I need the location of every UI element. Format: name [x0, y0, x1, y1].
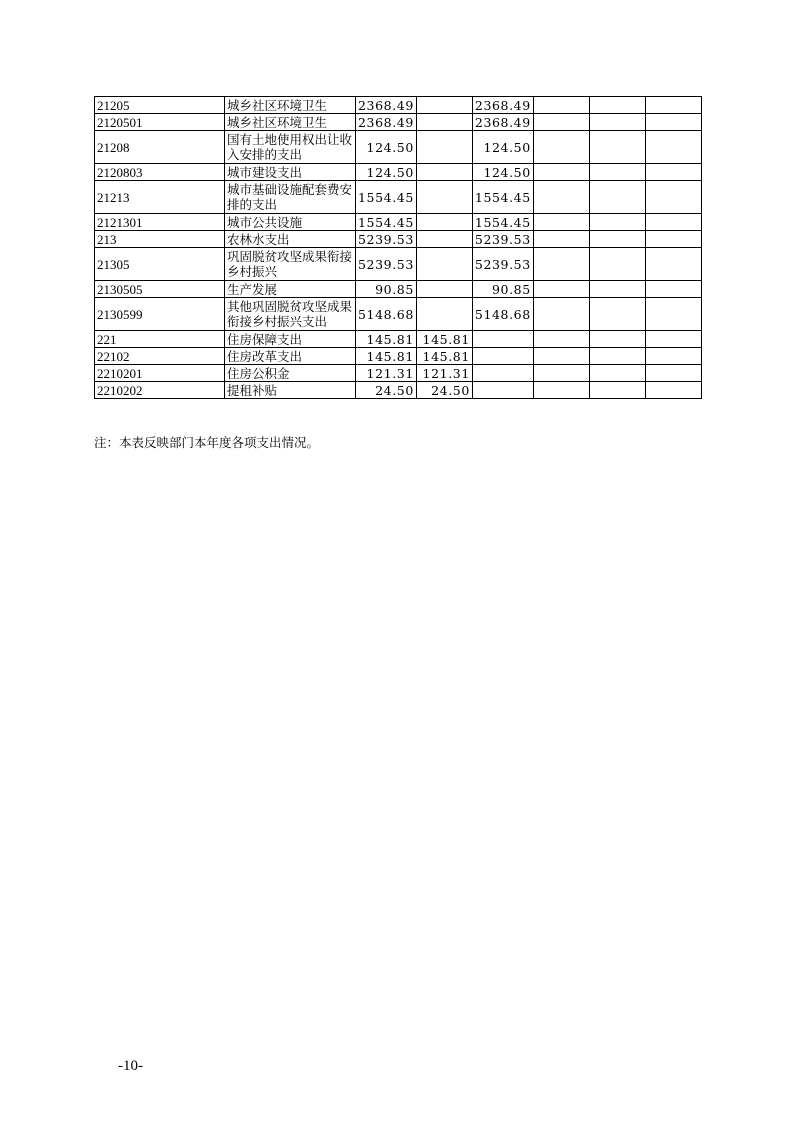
project-expense: 5239.53	[472, 248, 533, 281]
total-amount: 145.81	[356, 348, 417, 365]
total-amount: 1554.45	[356, 181, 417, 214]
blank-cell	[645, 248, 701, 281]
table-row	[95, 97, 702, 114]
subject-code: 21305	[95, 248, 225, 281]
blank-cell	[645, 281, 701, 298]
basic-expense	[416, 248, 472, 281]
total-amount: 2368.49	[356, 97, 417, 114]
project-expense: 5148.68	[472, 298, 533, 331]
subject-code: 2210201	[95, 365, 225, 382]
subject-code: 21213	[95, 181, 225, 214]
subject-name: 城市基础设施配套费安排的支出	[225, 181, 356, 214]
subject-name: 生产发展	[225, 281, 356, 298]
blank-cell	[533, 365, 589, 382]
basic-expense: 24.50	[416, 382, 472, 399]
blank-cell	[589, 365, 645, 382]
table-row	[95, 331, 702, 348]
blank-cell	[589, 131, 645, 164]
subject-name: 提租补贴	[225, 382, 356, 399]
basic-expense	[416, 131, 472, 164]
subject-code: 2120803	[95, 164, 225, 181]
subject-name: 住房保障支出	[225, 331, 356, 348]
subject-name: 住房改革支出	[225, 348, 356, 365]
blank-cell	[645, 214, 701, 231]
blank-cell	[589, 298, 645, 331]
blank-cell	[589, 97, 645, 114]
table-row	[95, 281, 702, 298]
table-row	[95, 382, 702, 399]
blank-cell	[589, 181, 645, 214]
expenditure-table	[94, 96, 702, 399]
project-expense	[472, 348, 533, 365]
project-expense	[472, 331, 533, 348]
total-amount: 145.81	[356, 331, 417, 348]
blank-cell	[645, 114, 701, 131]
subject-name: 城乡社区环境卫生	[225, 114, 356, 131]
subject-code: 22102	[95, 348, 225, 365]
blank-cell	[645, 231, 701, 248]
blank-cell	[645, 97, 701, 114]
blank-cell	[533, 231, 589, 248]
total-amount: 121.31	[356, 365, 417, 382]
blank-cell	[533, 331, 589, 348]
project-expense: 1554.45	[472, 214, 533, 231]
subject-name: 城乡社区环境卫生	[225, 97, 356, 114]
subject-code: 2130599	[95, 298, 225, 331]
blank-cell	[589, 331, 645, 348]
blank-cell	[533, 97, 589, 114]
table-row	[95, 181, 702, 214]
total-amount: 24.50	[356, 382, 417, 399]
blank-cell	[533, 348, 589, 365]
project-expense: 2368.49	[472, 97, 533, 114]
subject-code: 21208	[95, 131, 225, 164]
subject-name: 巩固脱贫攻坚成果衔接乡村振兴	[225, 248, 356, 281]
blank-cell	[589, 382, 645, 399]
blank-cell	[533, 298, 589, 331]
table-row	[95, 114, 702, 131]
basic-expense	[416, 231, 472, 248]
table-row	[95, 348, 702, 365]
basic-expense: 145.81	[416, 331, 472, 348]
project-expense	[472, 365, 533, 382]
table-footnote: 注：本表反映部门本年度各项支出情况。	[94, 435, 320, 450]
blank-cell	[645, 164, 701, 181]
blank-cell	[533, 382, 589, 399]
table-row	[95, 214, 702, 231]
blank-cell	[533, 248, 589, 281]
blank-cell	[645, 131, 701, 164]
blank-cell	[589, 214, 645, 231]
blank-cell	[589, 164, 645, 181]
basic-expense: 121.31	[416, 365, 472, 382]
subject-code: 2120501	[95, 114, 225, 131]
blank-cell	[589, 231, 645, 248]
subject-name: 其他巩固脱贫攻坚成果衔接乡村振兴支出	[225, 298, 356, 331]
basic-expense: 145.81	[416, 348, 472, 365]
subject-name: 城市公共设施	[225, 214, 356, 231]
total-amount: 5239.53	[356, 231, 417, 248]
blank-cell	[533, 214, 589, 231]
table-row	[95, 131, 702, 164]
blank-cell	[533, 281, 589, 298]
blank-cell	[533, 164, 589, 181]
blank-cell	[533, 131, 589, 164]
subject-name: 农林水支出	[225, 231, 356, 248]
page-number: -10-	[118, 1058, 143, 1074]
basic-expense	[416, 181, 472, 214]
basic-expense	[416, 214, 472, 231]
basic-expense	[416, 164, 472, 181]
subject-code: 2121301	[95, 214, 225, 231]
blank-cell	[589, 248, 645, 281]
subject-name: 国有土地使用权出让收入安排的支出	[225, 131, 356, 164]
basic-expense	[416, 114, 472, 131]
blank-cell	[645, 382, 701, 399]
blank-cell	[645, 365, 701, 382]
table-row	[95, 298, 702, 331]
blank-cell	[589, 281, 645, 298]
blank-cell	[589, 348, 645, 365]
total-amount: 5239.53	[356, 248, 417, 281]
table-row	[95, 248, 702, 281]
project-expense: 124.50	[472, 164, 533, 181]
subject-code: 221	[95, 331, 225, 348]
total-amount: 124.50	[356, 164, 417, 181]
project-expense: 5239.53	[472, 231, 533, 248]
table-row	[95, 365, 702, 382]
project-expense	[472, 382, 533, 399]
total-amount: 5148.68	[356, 298, 417, 331]
blank-cell	[533, 114, 589, 131]
total-amount: 1554.45	[356, 214, 417, 231]
blank-cell	[589, 114, 645, 131]
blank-cell	[645, 331, 701, 348]
blank-cell	[533, 181, 589, 214]
basic-expense	[416, 298, 472, 331]
blank-cell	[645, 348, 701, 365]
blank-cell	[645, 181, 701, 214]
subject-code: 213	[95, 231, 225, 248]
project-expense: 2368.49	[472, 114, 533, 131]
project-expense: 1554.45	[472, 181, 533, 214]
blank-cell	[645, 298, 701, 331]
basic-expense	[416, 281, 472, 298]
total-amount: 2368.49	[356, 114, 417, 131]
total-amount: 90.85	[356, 281, 417, 298]
subject-code: 2210202	[95, 382, 225, 399]
project-expense: 90.85	[472, 281, 533, 298]
total-amount: 124.50	[356, 131, 417, 164]
subject-code: 21205	[95, 97, 225, 114]
table-row	[95, 231, 702, 248]
subject-name: 住房公积金	[225, 365, 356, 382]
subject-code: 2130505	[95, 281, 225, 298]
subject-name: 城市建设支出	[225, 164, 356, 181]
project-expense: 124.50	[472, 131, 533, 164]
basic-expense	[416, 97, 472, 114]
table-row	[95, 164, 702, 181]
